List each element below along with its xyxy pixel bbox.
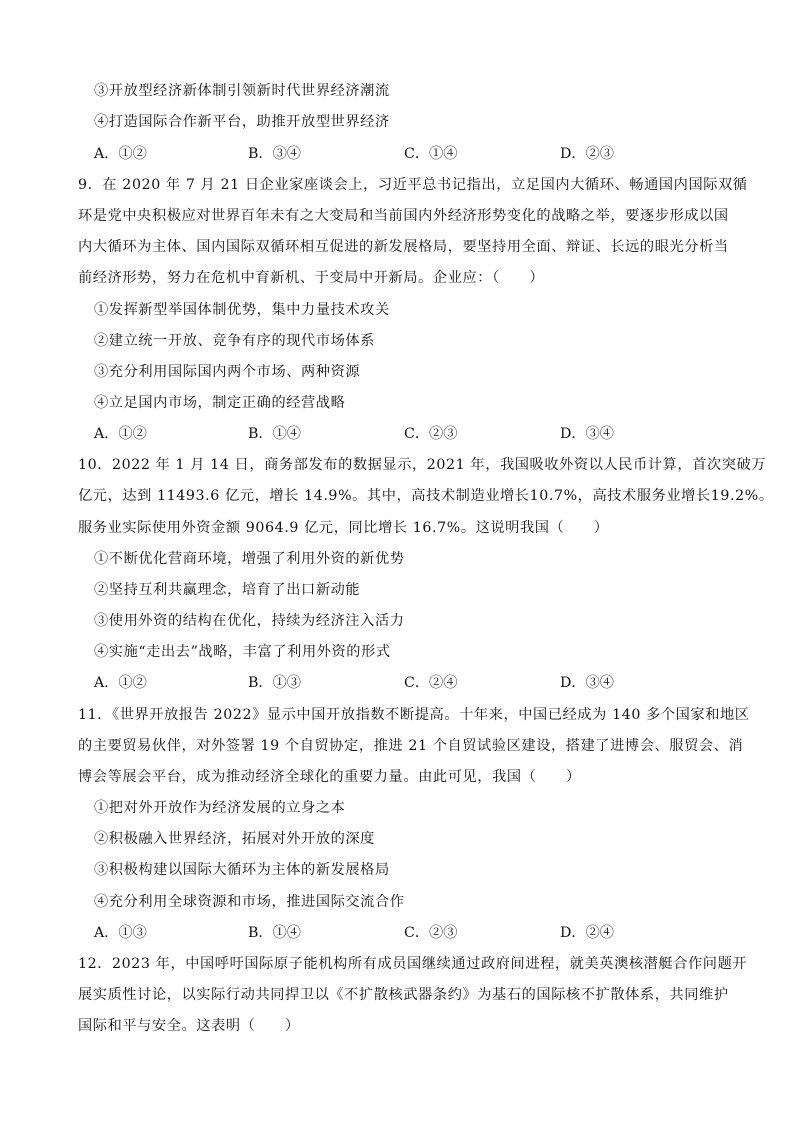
question-10-stem: 亿元，达到 11493.6 亿元，增长 14.9%。其中，高技术制造业增长10.7%，高技术服务业增长19.2%。: [78, 488, 774, 504]
option-line: ①不断优化营商环境，增强了利用外资的新优势: [94, 551, 405, 567]
answer-choices: [94, 673, 714, 693]
choice-d: D．③④: [560, 675, 614, 691]
question-12-stem: 展实质性讨论，以实际行动共同捍卫以《不扩散核武器条约》为基石的国际核不扩散体系，共同维护: [78, 987, 729, 1003]
question-10-stem: 10．2022 年 1 月 14 日，商务部发布的数据显示，2021 年，我国吸收外资以人民币计算，首次突破万: [78, 457, 767, 473]
question-12-stem: 国际和平与安全。这表明（ ）: [78, 1018, 300, 1034]
answer-choices: [94, 144, 714, 164]
question-10-stem: 服务业实际使用外资金额 9064.9 亿元，同比增长 16.7%。这说明我国（ ）: [78, 520, 609, 536]
option-line: ②建立统一开放、竞争有序的现代市场体系: [94, 333, 375, 349]
question-9-stem: 内大循环为主体、国内国际双循环相互促进的新发展格局，要坚持用全面、辩证、长远的眼光分析当: [78, 239, 729, 255]
choice-a: A．①②: [94, 426, 147, 442]
choice-c: C．②③: [404, 925, 458, 941]
option-line: ②坚持互利共赢理念，培育了出口新动能: [94, 582, 361, 598]
option-line: ①把对外开放作为经济发展的立身之本: [94, 800, 346, 816]
question-12-stem: 12．2023 年，中国呼吁国际原子能机构所有成员国继续通过政府间进程，就美英澳核潜艇合作问题开: [78, 956, 748, 972]
option-line: ③开放型经济新体制引领新时代世界经济潮流: [94, 83, 390, 99]
choice-b: B．①④: [248, 426, 301, 442]
option-line: ①发挥新型举国体制优势，集中力量技术攻关: [94, 302, 390, 318]
choice-a: A．①②: [94, 675, 147, 691]
choice-d: D．③④: [560, 426, 614, 442]
answer-choices: [94, 424, 714, 444]
choice-d: D．②③: [560, 146, 614, 162]
option-line: ③使用外资的结构在优化，持续为经济注入活力: [94, 613, 405, 629]
option-line: ④打造国际合作新平台，助推开放型世界经济: [94, 114, 390, 130]
choice-b: B．③④: [248, 146, 301, 162]
choice-c: C．①④: [404, 146, 458, 162]
choice-b: B．①③: [248, 675, 301, 691]
option-line: ④立足国内市场，制定正确的经营战略: [94, 395, 346, 411]
option-line: ④实施“走出去”战略，丰富了利用外资的形式: [94, 644, 391, 660]
option-line: ③充分利用国际国内两个市场、两种资源: [94, 364, 361, 380]
question-9-stem: 前经济形势，努力在危机中育新机、于变局中开新局。企业应：（ ）: [78, 270, 545, 286]
choice-a: A．①②: [94, 146, 147, 162]
choice-b: B．①④: [248, 925, 301, 941]
question-9-stem: 9．在 2020 年 7 月 21 日企业家座谈会上，习近平总书记指出，立足国内大循环、畅通国内国际双循: [78, 177, 748, 193]
option-line: ②积极融入世界经济，拓展对外开放的深度: [94, 831, 375, 847]
choice-a: A．①③: [94, 925, 147, 941]
option-line: ④充分利用全球资源和市场，推进国际交流合作: [94, 894, 405, 910]
choice-d: D．②④: [560, 925, 614, 941]
question-9-stem: 环是党中央积极应对世界百年未有之大变局和当前国内外经济形势变化的战略之举，要逐步形成以国: [78, 208, 729, 224]
choice-c: C．②④: [404, 675, 458, 691]
option-line: ③积极构建以国际大循环为主体的新发展格局: [94, 862, 390, 878]
question-11-stem: 的主要贸易伙伴，对外签署 19 个自贸协定，推进 21 个自贸试验区建设，搭建了进博会、服贸会、消: [78, 738, 744, 754]
question-11-stem: 博会等展会平台，成为推动经济全球化的重要力量。由此可见，我国（ ）: [78, 769, 581, 785]
question-11-stem: 11．《世界开放报告 2022》显示中国开放指数不断提高。十年来，中国已经成为 140 多个国家和地区: [78, 707, 750, 723]
answer-choices: [94, 923, 714, 943]
choice-c: C．②③: [404, 426, 458, 442]
